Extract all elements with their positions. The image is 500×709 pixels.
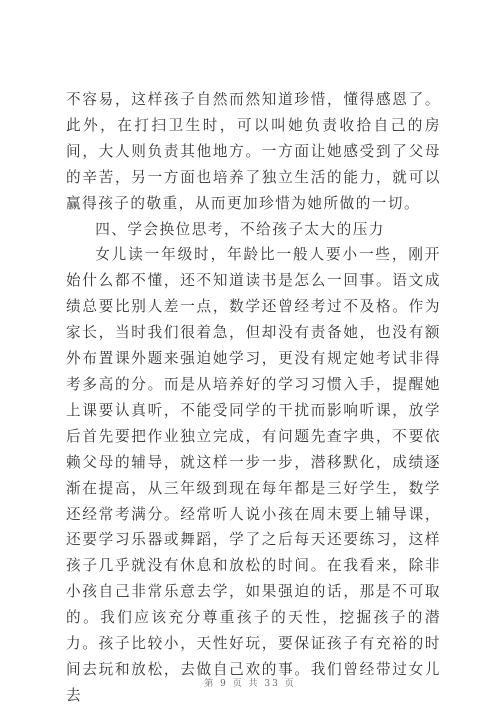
page-number-label: 第 9 页 共 33 页 bbox=[204, 679, 296, 689]
page-footer bbox=[0, 676, 500, 689]
paragraph-continuation: 不容易，这样孩子自然而然知道珍惜，懂得感恩了。此外，在打扫卫生时，可以叫她负责收拾自己的房间，大人则负责其他地方。一方面让她感受到了父母的辛苦，另一方面也培养了独立生活的能力，就可以赢得孩子的敬重，从而更加珍惜为她所做的一切。 bbox=[66, 91, 441, 212]
section-heading: 四、学会换位思考，不给孩子太大的压力 bbox=[95, 220, 385, 238]
paragraph-body: 女儿读一年级时，年龄比一般人要小一些，刚开始什么都不懂，还不知道读书是怎么一回事。语文成绩总要比别人差一点，数学还曾经考过不及格。作为家长，当时我们很着急，但却没有责备她，也没有额外布置课外题来强迫她学习，更没有规定她考试非得考多高的分。而是从培养好的学习习惯入手，提醒她上课要认真听，不能受同学的干扰而影响听课，放学后首先要把作业独立完成，有问题先查字典，不要依赖父母的辅导，就这样一步一步，潜移默化，成绩逐渐在提高，从三年级到现在每年都是三好学生，数学还经常考满分。经常听人说小孩在周末要上辅导课，还要学习乐器或舞蹈，学了之后每天还要练习，这样孩子几乎就没有休息和放松的时间。在我看来，除非小孩自己非常乐意去学，如果强迫的话，那是不可取的。我们应该充分尊重孩子的天性，挖掘孩子的潜力。孩子比较小，天性好玩，要保证孩子有充裕的时间去玩和放松，去做自己欢的事。我们曾经带过女儿去 bbox=[66, 246, 441, 704]
document-body bbox=[66, 87, 441, 709]
